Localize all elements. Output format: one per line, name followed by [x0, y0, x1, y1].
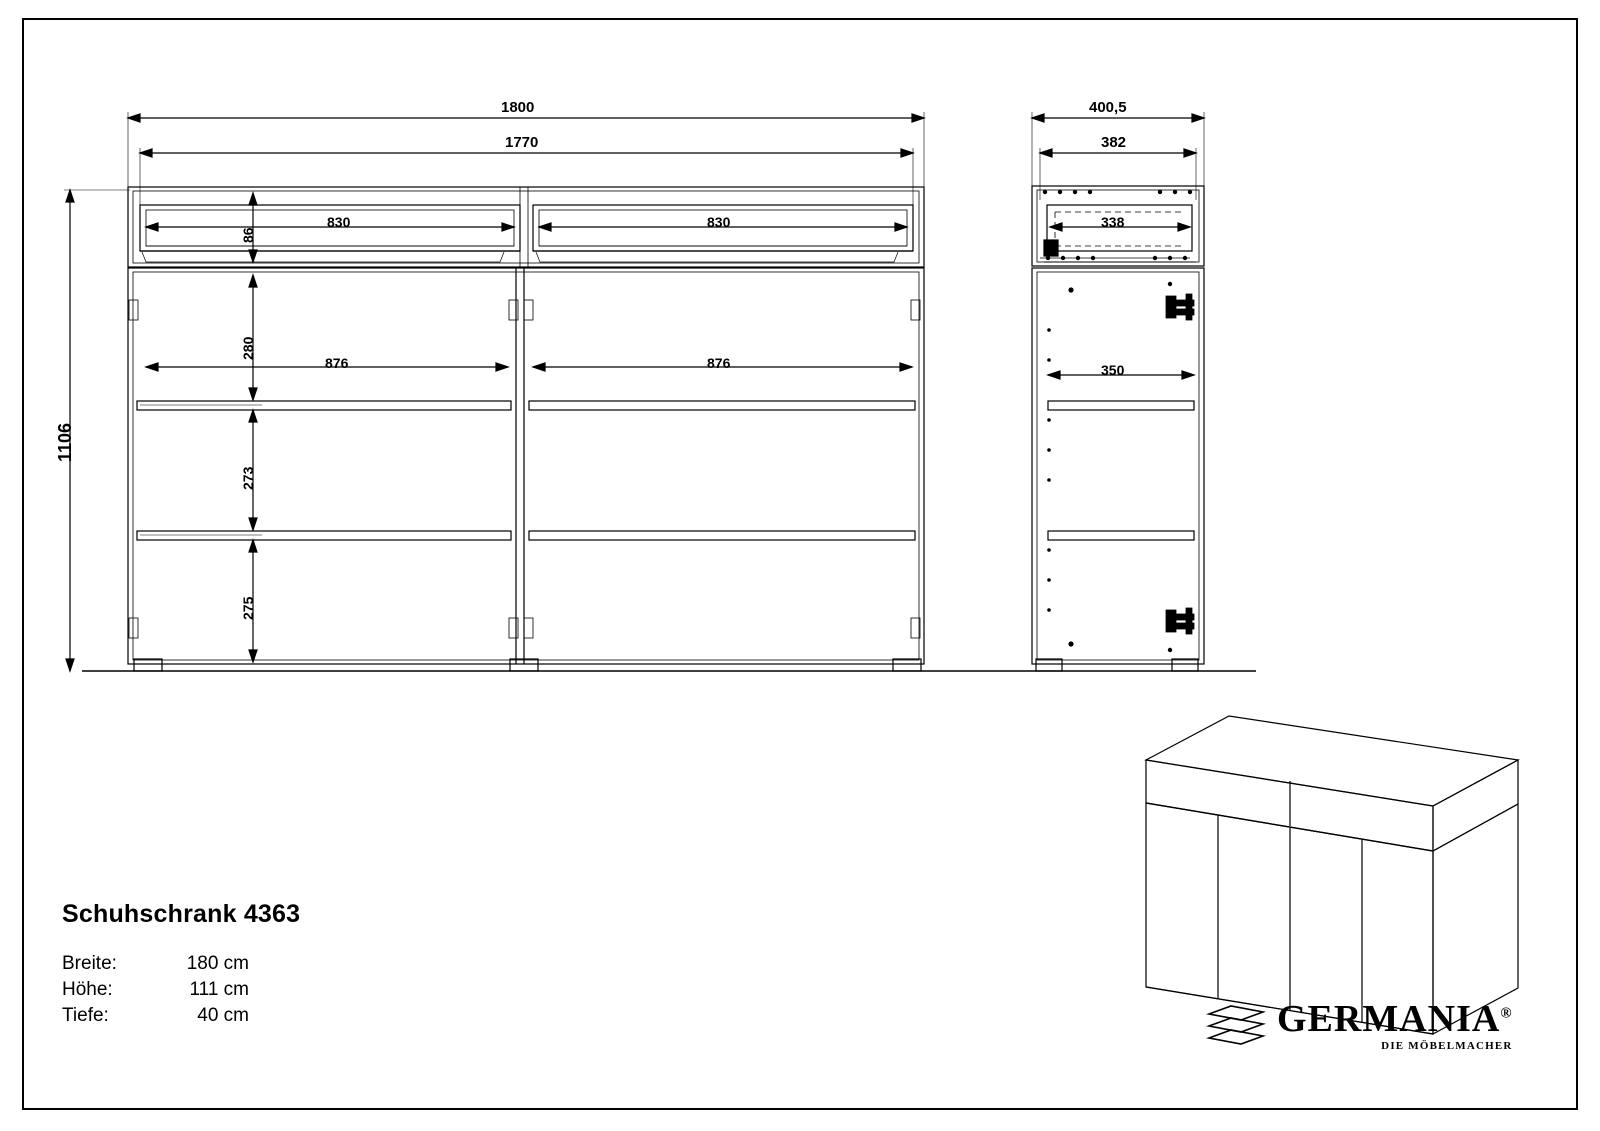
- brand-name-text: GERMANIA: [1277, 998, 1501, 1040]
- dim-drawer-right-width: 830: [707, 214, 731, 230]
- spec-value-height: 111 cm: [189, 979, 249, 1001]
- dim-side-shelf-depth: 350: [1101, 362, 1125, 378]
- brand-name: [1277, 1000, 1513, 1038]
- brand-text: [1277, 1000, 1513, 1052]
- dim-front-inner-width: 1770: [505, 134, 539, 151]
- brand-logo: [1205, 1000, 1513, 1052]
- dim-front-total-width: 1800: [501, 99, 535, 116]
- spec-value-width: 180 cm: [186, 953, 249, 974]
- stacked-plates-icon: [1205, 1002, 1267, 1050]
- spec-label-width: Breite:: [62, 953, 117, 974]
- dim-compartment-3-height: 275: [240, 596, 256, 620]
- brand-registered: ®: [1500, 1005, 1513, 1022]
- dim-total-height: 1106: [55, 422, 75, 462]
- dim-side-drawer-depth: 338: [1101, 214, 1125, 230]
- spec-row-depth: [62, 1003, 300, 1029]
- dim-side-inner-depth: 382: [1101, 134, 1127, 151]
- dim-shelf-left-width: 876: [325, 355, 349, 371]
- spec-value-depth: 40 cm: [197, 1005, 249, 1027]
- spec-label-height: Höhe:: [62, 979, 113, 1001]
- dim-compartment-1-height: 280: [240, 336, 256, 360]
- dim-compartment-2-height: 273: [240, 466, 256, 490]
- dim-drawer-left-width: 830: [327, 214, 351, 230]
- spec-row-height: [62, 977, 300, 1003]
- product-title: Schuhschrank 4363: [62, 900, 301, 928]
- spec-label-depth: Tiefe:: [62, 1005, 109, 1027]
- dim-side-total-depth: 400,5: [1089, 99, 1127, 116]
- dim-drawer-height: 86: [240, 227, 256, 243]
- spec-row-width: [62, 951, 300, 977]
- dim-shelf-right-width: 876: [707, 355, 731, 371]
- title-block: [62, 900, 300, 1030]
- brand-tagline: DIE MÖBELMACHER: [1381, 1040, 1513, 1052]
